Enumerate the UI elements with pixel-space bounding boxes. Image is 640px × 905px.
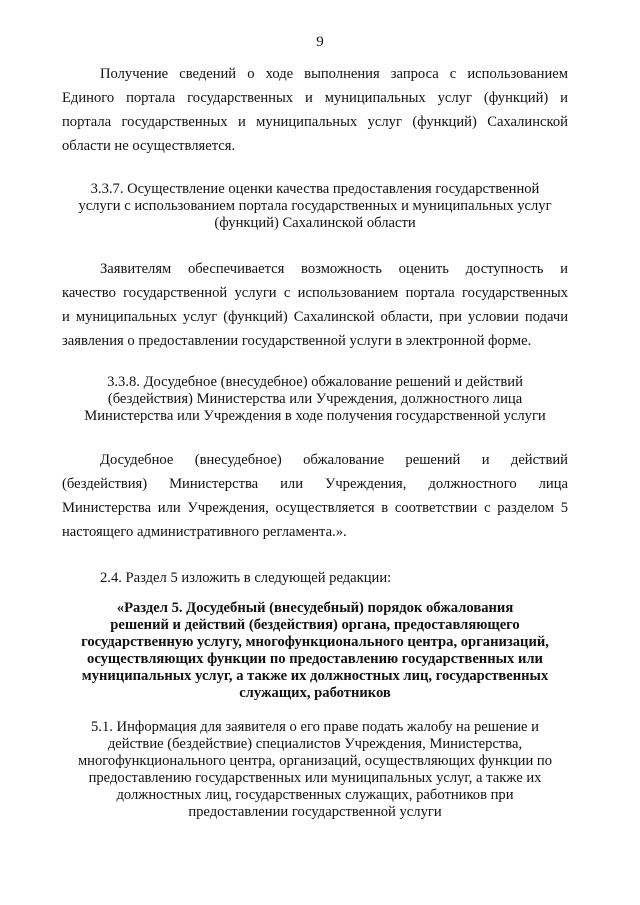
heading-line: «Раздел 5. Досудебный (внесудебный) порядок обжалования <box>116 600 514 616</box>
text-line: настоящего административного регламента.». <box>62 524 347 540</box>
heading-line: муниципальных услуг, а также их должностных лиц, государственных <box>81 668 549 684</box>
heading-line: (бездействия) Министерства или Учреждения, должностного лица <box>107 391 523 407</box>
page-number: 9 <box>316 34 324 50</box>
heading-line: 3.3.8. Досудебное (внесудебное) обжалование решений и действий <box>107 374 523 390</box>
text-line: Единого портала государственных и муниципальных услуг (функций) и <box>62 90 568 106</box>
heading-3-3-7 <box>62 181 568 232</box>
text-line: и муниципальных услуг (функций) Сахалинской области, при условии подачи <box>62 309 568 325</box>
heading-line: действие (бездействие) специалистов Учреждения, Министерства, <box>107 736 523 752</box>
text-line: (бездействия) Министерства или Учреждения, должностного лица <box>62 476 568 492</box>
paragraph-section-amendment <box>62 566 568 590</box>
heading-line: государственную услугу, многофункционального центра, организаций, <box>81 634 549 650</box>
text-line: области не осуществляется. <box>62 138 236 154</box>
heading-line: должностных лиц, государственных служащих, работников при <box>116 787 514 803</box>
text-line: заявления о предоставлении государственной услуги в электронной форме. <box>62 333 532 349</box>
heading-line: многофункционального центра, организаций, осуществляющих функции по <box>77 753 553 769</box>
heading-3-3-8 <box>62 374 568 425</box>
text-line: Министерства или Учреждения, осуществляется в соответствии с разделом 5 <box>62 500 568 516</box>
heading-line: (функций) Сахалинской области <box>214 215 416 231</box>
paragraph-quality-assessment <box>62 257 568 353</box>
section-5-heading <box>62 600 568 702</box>
heading-line: предоставлении государственной услуги <box>188 804 442 820</box>
heading-line: 3.3.7. Осуществление оценки качества предоставления государственной <box>90 181 540 197</box>
text-line: портала государственных и муниципальных услуг (функций) Сахалинской <box>62 114 568 130</box>
heading-line: услуги с использованием портала государственных и муниципальных услуг <box>78 198 552 214</box>
paragraph-pretrial-appeal <box>62 448 568 544</box>
paragraph-portal-info <box>62 62 568 158</box>
heading-line: Министерства или Учреждения в ходе получения государственной услуги <box>84 408 546 424</box>
heading-line: предоставлению государственных или муниципальных услуг, а также их <box>88 770 542 786</box>
heading-line: решений и действий (бездействия) органа, предоставляющего <box>110 617 520 633</box>
text-line: 2.4. Раздел 5 изложить в следующей редакции: <box>100 570 392 586</box>
heading-line: 5.1. Информация для заявителя о его праве подать жалобу на решение и <box>91 719 539 735</box>
heading-5-1 <box>62 719 568 821</box>
text-line: Заявителям обеспечивается возможность оценить доступность и <box>100 261 568 277</box>
text-line: Получение сведений о ходе выполнения запроса с использованием <box>100 66 568 82</box>
heading-line: осуществляющих функции по предоставлению государственных или <box>87 651 543 667</box>
heading-line: служащих, работников <box>239 685 391 701</box>
text-line: качество государственной услуги с использованием портала государственных <box>62 285 568 301</box>
text-line: Досудебное (внесудебное) обжалование решений и действий <box>100 452 568 468</box>
